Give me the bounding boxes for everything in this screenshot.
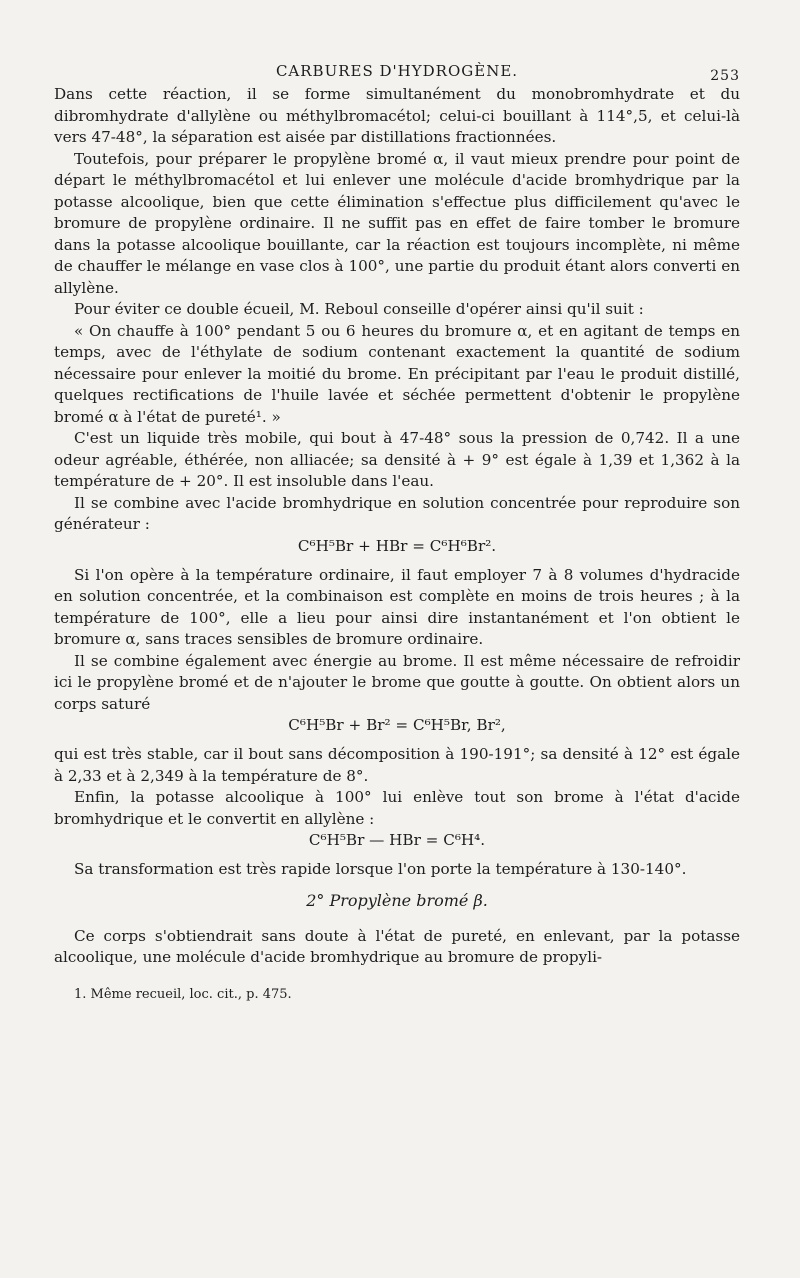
chemical-equation: C⁶H⁵Br + Br² = C⁶H⁵Br, Br², <box>288 716 506 734</box>
chemical-equation: C⁶H⁵Br — HBr = C⁶H⁴. <box>308 831 486 849</box>
paragraph: Il se combine avec l'acide bromhydrique en solution concentrée pour reproduire son générateur : <box>54 493 740 533</box>
paragraph: Il se combine également avec énergie au brome. Il est même nécessaire de refroidir ici le propylène bromé et de n'ajouter le brome que goutte à goutte. On obtient alors un corps saturé <box>54 651 740 713</box>
quoted-paragraph: « On chauffe à 100° pendant 5 ou 6 heures du bromure α, et en agitant de temps en temps, avec de l'éthylate de sodium contenant exactement la quantité de sodium nécessaire pour enlever la moitié du brome. En précipitant par l'eau le produit distillé, quelques rectifications de l'huile lavée et séchée permettent d'obtenir le propylène bromé α à l'état de pureté¹. » <box>54 321 740 426</box>
paragraph: Dans cette réaction, il se forme simultanément du monobromhydrate et du dibromhydrate d'allylène ou méthylbromacétol; celui-ci bouillant à 114°,5, et celui-là vers 47-48°, la séparation est aisée par distillations fractionnées. <box>54 85 740 146</box>
section-title: 2° Propylène bromé β. <box>306 890 488 910</box>
paragraph: Toutefois, pour préparer le propylène bromé α, il vaut mieux prendre pour point de départ le méthylbromacétol et lui enlever une molécule d'acide bromhydrique par la potasse alcoolique, bien que cette élimination s'effectue plus difficilement qu'avec le bromure de propylène ordinaire. Il ne suffit pas en effet de faire tomber le bromure dans la potasse alcoolique bouillante, car la réaction est toujours incomplète, ni même de chauffer le mélange en vase clos à 100°, une partie du produit étant alors converti en allylène. <box>54 149 740 297</box>
paragraph: qui est très stable, car il bout sans décomposition à 190-191°; sa densité à 12° est égale à 2,33 et à 2,349 à la température de 8°. <box>54 745 740 785</box>
body-text <box>54 84 740 969</box>
page-header <box>54 58 740 84</box>
paragraph: C'est un liquide très mobile, qui bout à 47-48° sous la pression de 0,742. Il a une odeur agréable, éthérée, non alliacée; sa densité à + 9° est égale à 1,39 et 1,362 à la température de + 20°. Il est insoluble dans l'eau. <box>54 429 740 490</box>
page-number: 253 <box>710 68 740 84</box>
paragraph: Pour éviter ce double écueil, M. Reboul conseille d'opérer ainsi qu'il suit : <box>74 300 644 318</box>
paragraph: Enfin, la potasse alcoolique à 100° lui enlève tout son brome à l'état d'acide bromhydrique et le convertit en allylène : <box>54 788 740 828</box>
chemical-equation: C⁶H⁵Br + HBr = C⁶H⁶Br². <box>297 536 497 555</box>
running-head: CARBURES D'HYDROGÈNE. <box>275 62 519 80</box>
paragraph: Si l'on opère à la température ordinaire, il faut employer 7 à 8 volumes d'hydracide en solution concentrée, et la combinaison est complète en moins de trois heures ; à la température de 100°, elle a lieu pour ainsi dire instantanément et l'on obtient le bromure α, sans traces sensibles de bromure ordinaire. <box>54 565 740 648</box>
footnote-spacer <box>54 969 740 987</box>
paragraph: Ce corps s'obtiendrait sans doute à l'état de pureté, en enlevant, par la potasse alcoolique, une molécule d'acide bromhydrique au bromure de propyli- <box>54 926 740 966</box>
footnote: 1. Même recueil, loc. cit., p. 475. <box>74 986 292 1002</box>
paragraph: Sa transformation est très rapide lorsque l'on porte la température à 130-140°. <box>74 860 687 878</box>
